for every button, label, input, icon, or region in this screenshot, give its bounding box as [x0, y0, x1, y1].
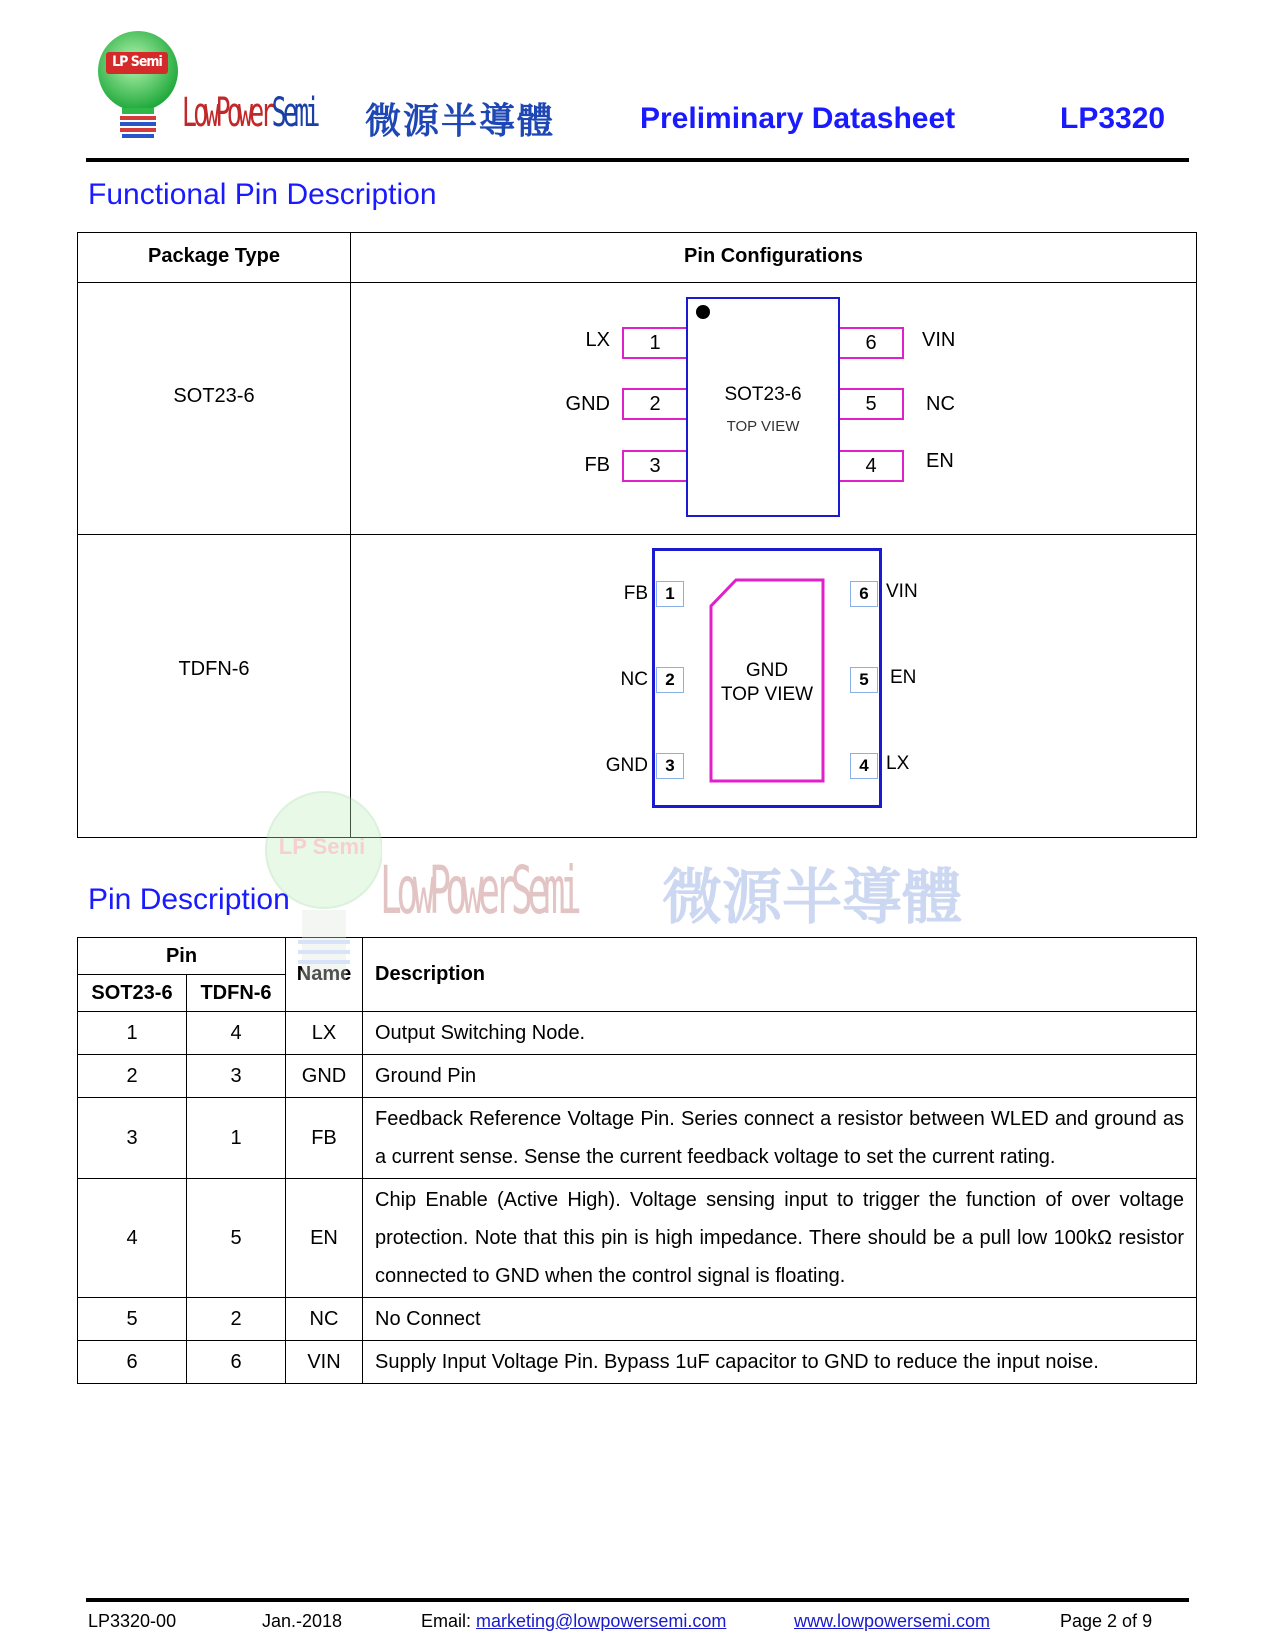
pin-description-title: Pin Description — [88, 883, 290, 916]
row-tdfn-pin: 6 — [187, 1341, 286, 1384]
footer-email-link[interactable]: marketing@lowpowersemi.com — [476, 1611, 727, 1631]
sot-chip-name: SOT23-6 — [724, 384, 802, 405]
footer-website-link[interactable]: www.lowpowersemi.com — [794, 1611, 991, 1631]
sot-pin-6: 6 — [838, 327, 904, 359]
brand-chinese-name: 微源半導體 — [365, 100, 556, 141]
tdfn-label-fb: FB — [623, 583, 648, 604]
header-rule — [86, 158, 1189, 162]
tdfn-pin-6: 6 — [850, 581, 878, 607]
sot-pin-5: 5 — [838, 388, 904, 420]
table-row — [78, 1341, 1197, 1384]
tdfn-pin-3: 3 — [656, 753, 684, 779]
tdfn-label-nc: NC — [620, 669, 648, 690]
sot-package-body — [686, 297, 840, 517]
functional-pin-description-title: Functional Pin Description — [88, 178, 437, 211]
row-pin-name: VIN — [286, 1341, 363, 1384]
sot23-6-diagram — [560, 292, 980, 522]
table-row — [78, 1179, 1197, 1298]
table-row — [78, 1055, 1197, 1098]
sot-pin-2: 2 — [622, 388, 688, 420]
tdfn-pin-1: 1 — [656, 581, 684, 607]
watermark-badge: LP Semi — [278, 834, 366, 859]
row-description: Output Switching Node. — [363, 1012, 1197, 1055]
header-pin: Pin — [78, 938, 286, 975]
row-sot-pin: 2 — [78, 1055, 187, 1098]
table-row — [78, 1012, 1197, 1055]
tdfn-pin-4: 4 — [850, 753, 878, 779]
row-tdfn-pin: 1 — [187, 1098, 286, 1179]
row-pin-name: FB — [286, 1098, 363, 1179]
table-row — [78, 1298, 1197, 1341]
tdfn-label-vin: VIN — [886, 581, 918, 602]
sot-chip-view: TOP VIEW — [726, 418, 800, 435]
table-row — [78, 1098, 1197, 1179]
footer-date: Jan.-2018 — [262, 1611, 343, 1631]
tdfn-pin-2: 2 — [656, 667, 684, 693]
sot-pin-3: 3 — [622, 450, 688, 482]
footer-doc-id: LP3320-00 — [88, 1611, 177, 1631]
row-description: Supply Input Voltage Pin. Bypass 1uF capacitor to GND to reduce the input noise. — [363, 1341, 1197, 1384]
tdfn-label-lx: LX — [886, 753, 910, 774]
row-tdfn-pin: 5 — [187, 1179, 286, 1298]
pin-description-table — [77, 937, 1197, 1384]
row-tdfn-pin: 4 — [187, 1012, 286, 1055]
watermark-brand-en: LowPowerSemi — [380, 852, 577, 929]
company-logo — [96, 26, 186, 146]
tdfn-pin-5: 5 — [850, 667, 878, 693]
footer-page-number: Page 2 of 9 — [1060, 1611, 1153, 1631]
tdfn-label-en: EN — [890, 667, 917, 688]
header-name: Name — [286, 938, 363, 1012]
document-type: Preliminary Datasheet — [640, 102, 956, 135]
header-tdfn-6: TDFN-6 — [187, 975, 286, 1012]
part-number: LP3320 — [1060, 102, 1166, 135]
watermark-brand-cn: 微源半導體 — [662, 864, 962, 931]
row-sot-pin: 4 — [78, 1179, 187, 1298]
sot-pin-1: 1 — [622, 327, 688, 359]
sot-label-en: EN — [926, 450, 954, 472]
row-pin-name: LX — [286, 1012, 363, 1055]
logo-badge-text: LP Semi — [112, 54, 162, 70]
header-sot23-6: SOT23-6 — [78, 975, 187, 1012]
sot-label-lx: LX — [585, 329, 610, 351]
row-sot-pin: 3 — [78, 1098, 187, 1179]
sot-label-gnd: GND — [565, 393, 610, 415]
pin1-marker-dot — [696, 305, 710, 319]
row-pin-name: EN — [286, 1179, 363, 1298]
package-tdfn-6: TDFN-6 — [178, 658, 250, 680]
tdfn-label-gnd: GND — [605, 755, 648, 776]
row-sot-pin: 6 — [78, 1341, 187, 1384]
tdfn-6-diagram — [580, 548, 940, 810]
row-tdfn-pin: 2 — [187, 1298, 286, 1341]
row-pin-name: NC — [286, 1298, 363, 1341]
row-sot-pin: 5 — [78, 1298, 187, 1341]
row-description: No Connect — [363, 1298, 1197, 1341]
row-sot-pin: 1 — [78, 1012, 187, 1055]
brand-wordmark: LowPowerSemi — [182, 90, 317, 136]
sot-label-nc: NC — [926, 393, 955, 415]
header-pin-configurations: Pin Configurations — [684, 245, 863, 267]
row-pin-name: GND — [286, 1055, 363, 1098]
row-description: Feedback Reference Voltage Pin. Series connect a resistor between WLED and ground as a current sense. Sense the current feedback voltage to set the current rating. — [363, 1098, 1197, 1179]
row-tdfn-pin: 3 — [187, 1055, 286, 1098]
row-description: Ground Pin — [363, 1055, 1197, 1098]
header-package-type: Package Type — [148, 245, 280, 267]
header-description: Description — [363, 938, 1197, 1012]
footer-rule — [86, 1598, 1189, 1602]
package-sot23-6: SOT23-6 — [173, 385, 255, 407]
sot-pin-4: 4 — [838, 450, 904, 482]
sot-label-fb: FB — [584, 454, 610, 476]
tdfn-pad-view: TOP VIEW — [720, 684, 814, 705]
row-description: Chip Enable (Active High). Voltage sensing input to trigger the function of over voltage protection. Note that this pin is high impedance. There should be a pull low 100kΩ resistor connected to GND when the control signal is floating. — [363, 1179, 1197, 1298]
tdfn-pad-name: GND — [745, 660, 789, 681]
footer-email-label: Email: — [421, 1611, 472, 1631]
sot-label-vin: VIN — [922, 329, 956, 351]
